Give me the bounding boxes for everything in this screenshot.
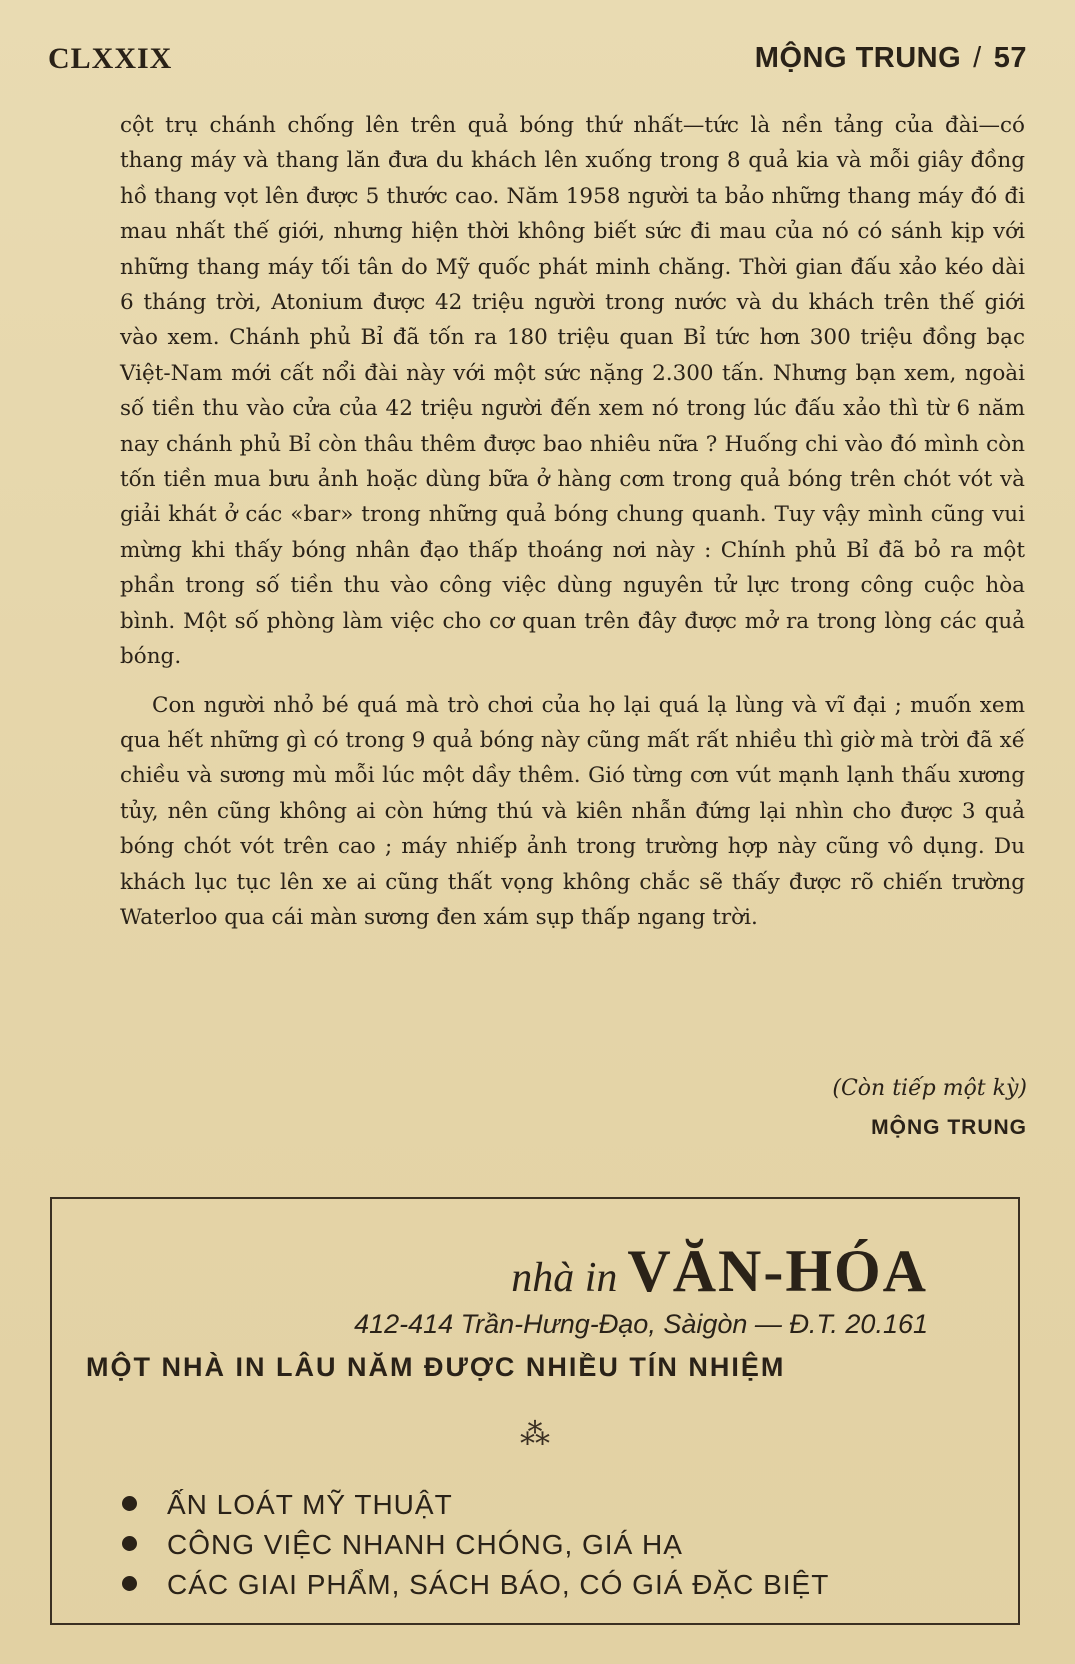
bullet-icon xyxy=(122,1576,137,1591)
page-number: 57 xyxy=(993,42,1027,74)
running-title: MỘNG TRUNG xyxy=(754,42,962,74)
ad-services-list xyxy=(122,1485,829,1605)
printer-advertisement xyxy=(50,1197,1020,1625)
ad-tagline: MỘT NHÀ IN LÂU NĂM ĐƯỢC NHIỀU TÍN NHIỆM xyxy=(86,1352,786,1382)
service-label: ẤN LOÁT MỸ THUẬT xyxy=(167,1489,453,1520)
ad-address: 412-414 Trần-Hưng-Đạo, Sàigòn — Đ.T. 20.161 xyxy=(354,1309,928,1339)
article-signoff xyxy=(832,1072,1027,1140)
bullet-icon xyxy=(122,1496,137,1511)
list-item xyxy=(122,1525,829,1565)
page-header xyxy=(48,42,1027,82)
folio-roman-numeral: CLXXIX xyxy=(48,42,173,75)
article-paragraph: Con người nhỏ bé quá mà trò chơi của họ lại quá lạ lùng và vĩ đại ; muốn xem qua hết những gì có trong 9 quả bóng này cũng mất rất nhiều thì giờ mà trời đã xế chiều và sương mù mỗi lúc một dầy thêm. Gió từng cơn vút mạnh lạnh thấu xương tủy, nên cũng không ai còn hứng thú và kiên nhẫn đứng lại nhìn cho được 3 quả bóng chót vót trên cao ; máy nhiếp ảnh trong trường hợp này cũng vô dụng. Du khách lục tục lên xe ai cũng thất vọng không chắc sẽ thấy được rõ chiến trường Waterloo qua cái màn sương đen xám sụp thấp ngang trời. xyxy=(120,692,1025,930)
ad-business-name xyxy=(511,1237,928,1306)
continued-note: (Còn tiếp một kỳ) xyxy=(832,1076,1027,1101)
header-separator: / xyxy=(973,42,982,74)
ad-brand-name: VĂN-HÓA xyxy=(627,1238,928,1304)
article-body xyxy=(120,108,1025,935)
list-item xyxy=(122,1565,829,1605)
article-paragraph: cột trụ chánh chống lên trên quả bóng thứ nhất—tức là nền tảng của đài—có thang máy và thang lăn đưa du khách lên xuống trong 8 quả kia và mỗi giây đồng hồ thang vọt lên được 5 thước cao. Năm 1958 người ta bảo những thang máy đó đi mau nhất thế giới, nhưng hiện thời không biết sức đi mau của nó có sánh kịp với những thang máy tối tân do Mỹ quốc phát minh chăng. Thời gian đấu xảo kéo dài 6 tháng trời, Atonium được 42 triệu người trong nước và du khách trên thế giới vào xem. Chánh phủ Bỉ đã tốn ra 180 triệu quan Bỉ tức hơn 300 triệu đồng bạc Việt-Nam mới cất nổi đài này với một sức nặng 2.300 tấn. Nhưng bạn xem, ngoài số tiền thu vào cửa của 42 triệu người đến xem nó trong lúc đấu xảo thì từ 6 năm nay chánh phủ Bỉ còn thâu thêm được bao nhiêu nữa ? Huống chi vào đó mình còn tốn tiền mua bưu ảnh hoặc dùng bữa ở hàng cơm trong quả bóng trên chót vót và giải khát ở các «bar» trong những quả bóng chung quanh. Tuy vậy mình cũng vui mừng khi thấy bóng nhân đạo thấp thoáng nơi này : Chính phủ Bỉ đã bỏ ra một phần trong số tiền thu vào công việc dùng nguyên tử lực trong công cuộc hòa bình. Một số phòng làm việc cho cơ quan trên đây được mở ra trong lòng các quả bóng. xyxy=(120,113,1025,670)
running-header xyxy=(755,42,1027,75)
list-item xyxy=(122,1485,829,1525)
ad-name-prefix: nhà in xyxy=(511,1255,618,1301)
bullet-icon xyxy=(122,1536,137,1551)
service-label: CÁC GIAI PHẨM, SÁCH BÁO, CÓ GIÁ ĐẶC BIỆT xyxy=(167,1569,830,1600)
author-name: MỘNG TRUNG xyxy=(871,1116,1027,1139)
service-label: CÔNG VIỆC NHANH CHÓNG, GIÁ HẠ xyxy=(167,1529,683,1560)
asterism-ornament-icon: ⁂ xyxy=(520,1417,550,1452)
